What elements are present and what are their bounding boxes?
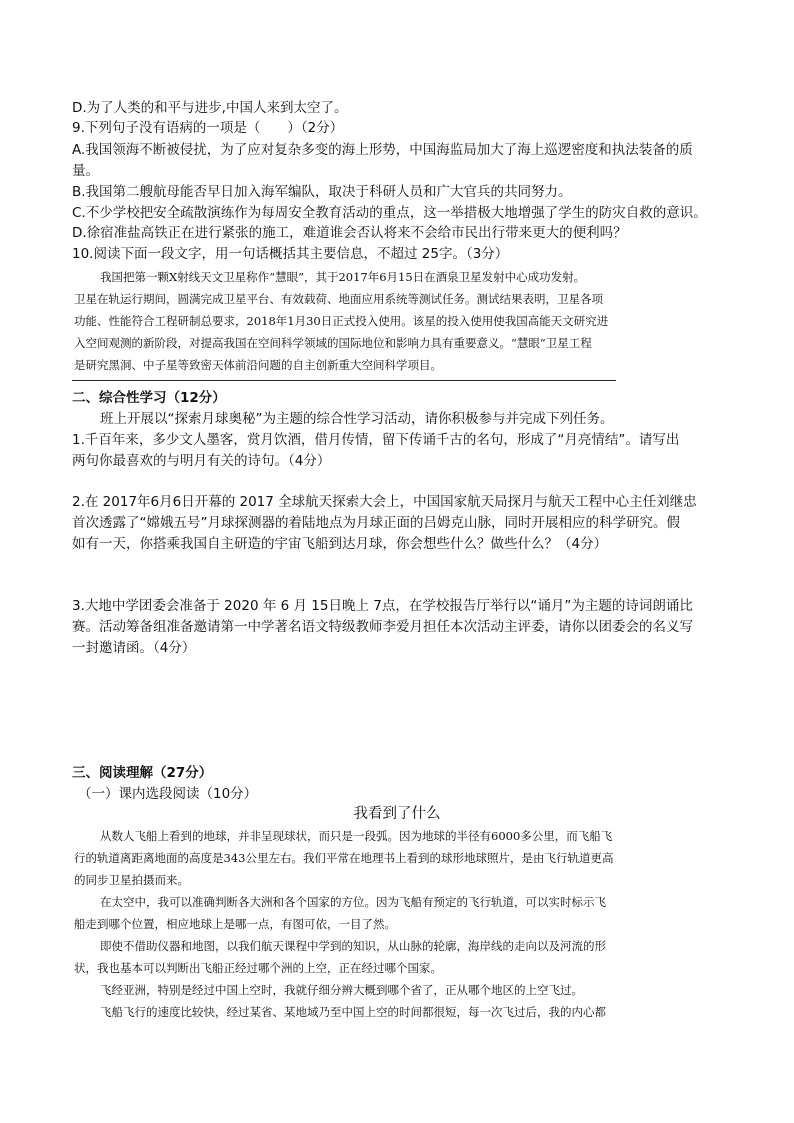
question-9-option-d: D.徐宿准盐高铁正在进行紧张的施工，难道谁会否认将来不会给市民出行带来更大的便利吗？ <box>72 225 627 241</box>
section-2-q3-cont: 赛。活动筹备组准备邀请第一中学著名语文特级教师李爱月担任本次活动主评委，请你以团委会的名义写 <box>72 619 693 635</box>
section-2-q2-cont: 如有一天，你搭乘我国自主研造的宇宙飞船到达月球，你会想些什么？做些什么？（4分） <box>72 536 608 552</box>
section-3-heading: 三、阅读理解（27分） <box>72 765 213 781</box>
passage-line: 船走到哪个位置，相应地球上是哪一点，有图可依，一目了然。 <box>74 917 396 931</box>
q10-passage-line: 我国把第一颗X射线天文卫星称作“慧眼”，其于2017年6月15日在酒泉卫星发射中心成功发射。 <box>100 270 586 284</box>
passage-line: 在太空中，我可以准确判断各大洲和各个国家的方位。因为飞船有预定的飞行轨道，可以实时标示飞 <box>100 895 606 909</box>
answer-line <box>72 380 616 381</box>
section-2-q1: 1.千百年来，多少文人墨客，赏月饮酒，借月传情，留下传诵千古的名句，形成了“月亮情结”。请写出 <box>72 432 680 448</box>
question-9-option-c: C.不少学校把安全疏散演练作为每周安全教育活动的重点，这一举措极大地增强了学生的防灾自救的意识。 <box>72 205 707 221</box>
passage-line: 飞船飞行的速度比较快，经过某省、某地域乃至中国上空的时间都很短，每一次飞过后，我的内心都 <box>100 1005 606 1019</box>
question-9-option-b: B.我国第二艘航母能否早日加入海军编队，取决于科研人员和广大官兵的共同努力。 <box>72 184 572 200</box>
passage-title: 我看到了什么 <box>353 806 441 822</box>
section-3-subheading: （一）课内选段阅读（10分） <box>78 786 258 802</box>
q10-passage-line: 入空间观测的新阶段，对提高我国在空间科学领域的国际地位和影响力具有重要意义。“慧眼”卫星工程 <box>74 336 592 350</box>
section-2-q3-cont: 一封邀请函。（4分） <box>72 640 196 656</box>
question-9-option-a: A.我国领海不断被侵扰，为了应对复杂多变的海上形势，中国海监局加大了海上巡逻密度和执法装备的质 <box>72 142 693 158</box>
passage-line: 行的轨道离距离地面的高度是343公里左右。我们平常在地理书上看到的球形地球照片，是由飞行轨道更高 <box>74 851 614 865</box>
section-2-q1-cont: 两句你最喜欢的与明月有关的诗句。（4分） <box>72 453 331 469</box>
question-9-option-a-cont: 量。 <box>72 163 99 179</box>
section-2-q2: 2.在 2017年6月6日开幕的 2017 全球航天探索大会上，中国国家航天局探月与航天工程中心主任刘继忠 <box>72 494 697 510</box>
section-2-intro: 班上开展以“探索月球奥秘”为主题的综合性学习活动，请你积极参与并完成下列任务。 <box>100 411 614 427</box>
section-2-q2-cont: 首次透露了“嫦娥五号”月球探测器的着陆地点为月球正面的吕姆克山脉，同时开展相应的科学研究。假 <box>72 515 680 531</box>
passage-line: 的同步卫星拍摄而来。 <box>74 873 189 887</box>
question-8-option-d: D.为了人类的和平与进步,中国人来到太空了。 <box>72 100 348 116</box>
passage-line: 飞经亚洲，特别是经过中国上空时，我就仔细分辨大概到哪个省了，正从哪个地区的上空飞过。 <box>100 983 583 997</box>
passage-line: 即使不借助仪器和地图，以我们航天课程中学到的知识，从山脉的轮廓，海岸线的走向以及河流的形 <box>100 939 606 953</box>
section-2-heading: 二、综合性学习（12分） <box>72 390 226 406</box>
passage-line: 从数人飞船上看到的地球，并非呈现球状，而只是一段弧。因为地球的半径有6000多公里，而飞船飞 <box>100 829 613 843</box>
q10-passage-line: 是研究黑洞、中子星等致密天体前沿问题的自主创新重大空间科学项目。 <box>74 358 442 372</box>
q10-passage-line: 功能、性能符合工程研制总要求，2018年1月30日正式投入使用。该星的投入使用使我国高能天文研究进 <box>74 314 609 328</box>
question-10-stem: 10.阅读下面一段文字，用一句话概括其主要信息，不超过 25字。（3分） <box>72 246 509 262</box>
passage-line: 状，我也基本可以判断出飞船正经过哪个洲的上空，正在经过哪个国家。 <box>74 961 442 975</box>
q10-passage-line: 卫星在轨运行期间，圆满完成卫星平台、有效载荷、地面应用系统等测试任务。测试结果表明，卫星各项 <box>74 292 603 306</box>
section-2-q3: 3.大地中学团委会准备于 2020 年 6 月 15日晚上 7点，在学校报告厅举行以“诵月”为主题的诗词朗诵比 <box>72 598 693 614</box>
question-9-stem: 9.下列句子没有语病的一项是（ ）（2分） <box>72 120 344 136</box>
